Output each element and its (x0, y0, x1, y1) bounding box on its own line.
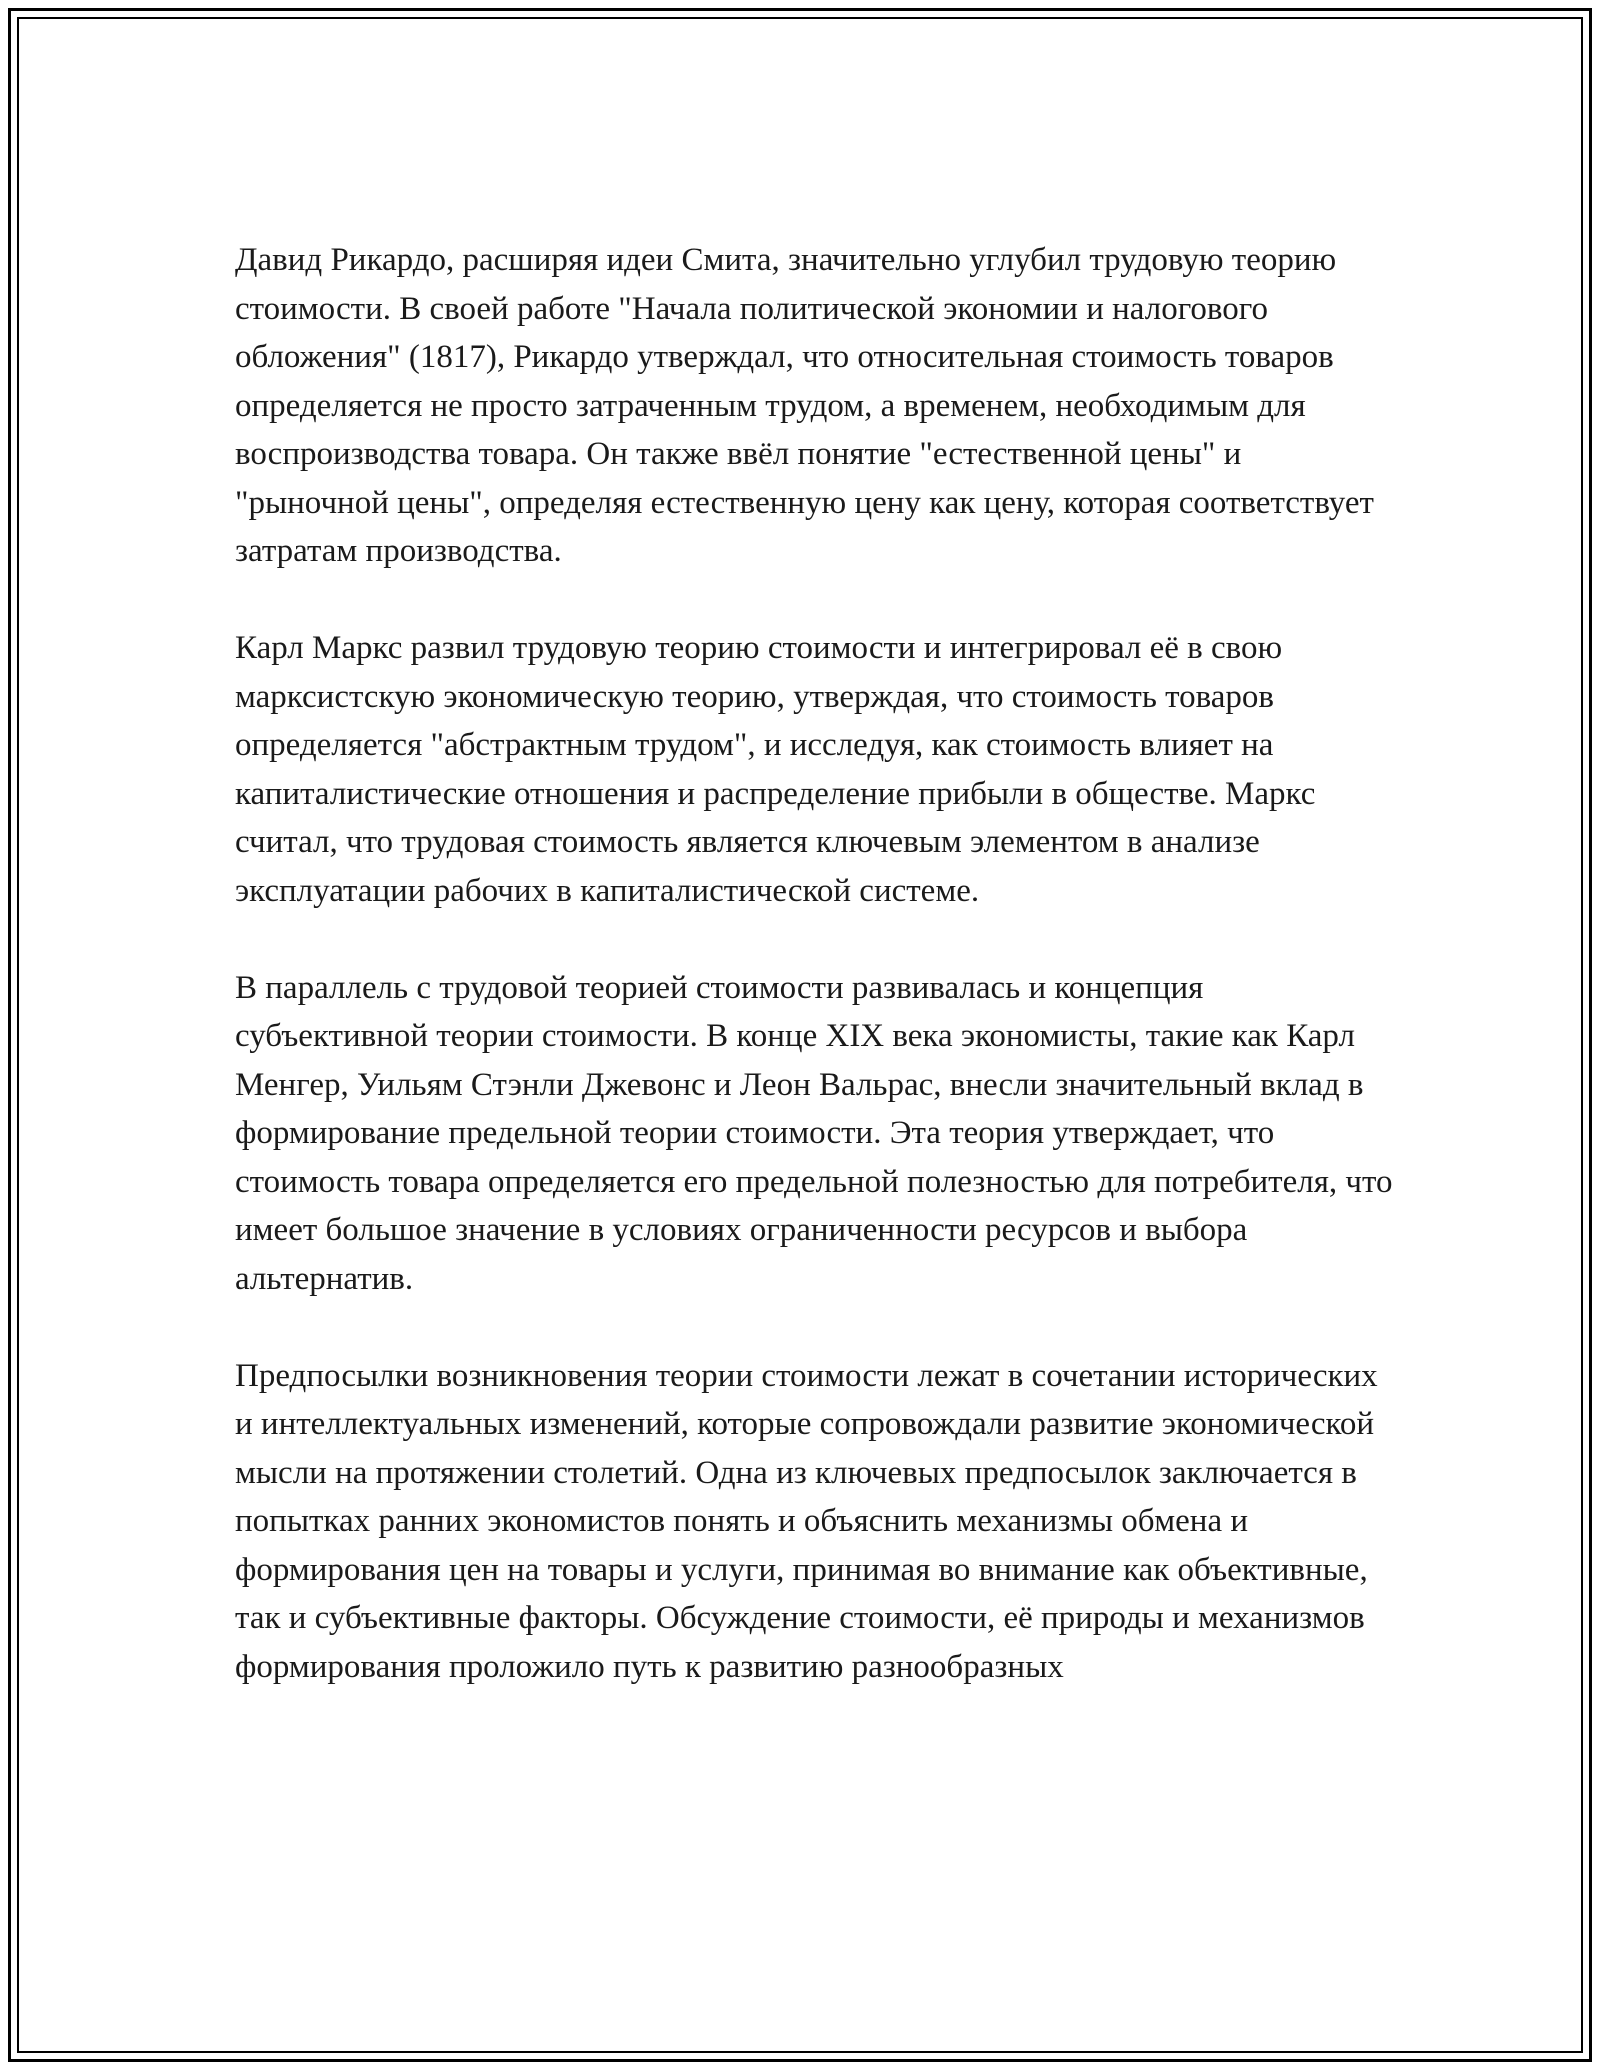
paragraph-ricardo: Давид Рикардо, расширяя идеи Смита, значительно углубил трудовую теорию стоимости. В своей работе "Начала политической экономии и налогового обложения" (1817), Рикардо утверждал, что относительная стоимость товаров определяется не просто затраченным трудом, а временем, необходимым для воспроизводства товара. Он также ввёл понятие "естественной цены" и "рыночной цены", определяя естественную цену как цену, которая соответствует затратам производства. (235, 242, 1374, 569)
paragraph-prerequisites: Предпосылки возникновения теории стоимости лежат в сочетании исторических и интеллектуальных изменений, которые сопровождали развитие экономической мысли на протяжении столетий. Одна из ключевых предпосылок заключается в попытках ранних экономистов понять и объяснить механизмы обмена и формирования цен на товары и услуги, принимая во внимание как объективные, так и субъективные факторы. Обсуждение стоимости, её природы и механизмов формирования проложило путь к развитию разнообразных (235, 1357, 1378, 1685)
paragraph-marx: Карл Маркс развил трудовую теорию стоимости и интегрировал её в свою марксистскую экономическую теорию, утверждая, что стоимость товаров определяется "абстрактным трудом", и исследуя, как стоимость влияет на капиталистические отношения и распределение прибыли в обществе. Маркс считал, что трудовая стоимость является ключевым элементом в анализе эксплуатации рабочих в капиталистической системе. (235, 630, 1316, 909)
document-body (235, 236, 1395, 1740)
paragraph-subjective-theory: В параллель с трудовой теорией стоимости развивалась и концепция субъективной теории стоимости. В конце XIX века экономисты, такие как Карл Менгер, Уильям Стэнли Джевонс и Леон Вальрас, внесли значительный вклад в формирование предельной теории стоимости. Эта теория утверждает, что стоимость товара определяется его предельной полезностью для потребителя, что имеет большое значение в условиях ограниченности ресурсов и выбора альтернатив. (235, 969, 1393, 1297)
